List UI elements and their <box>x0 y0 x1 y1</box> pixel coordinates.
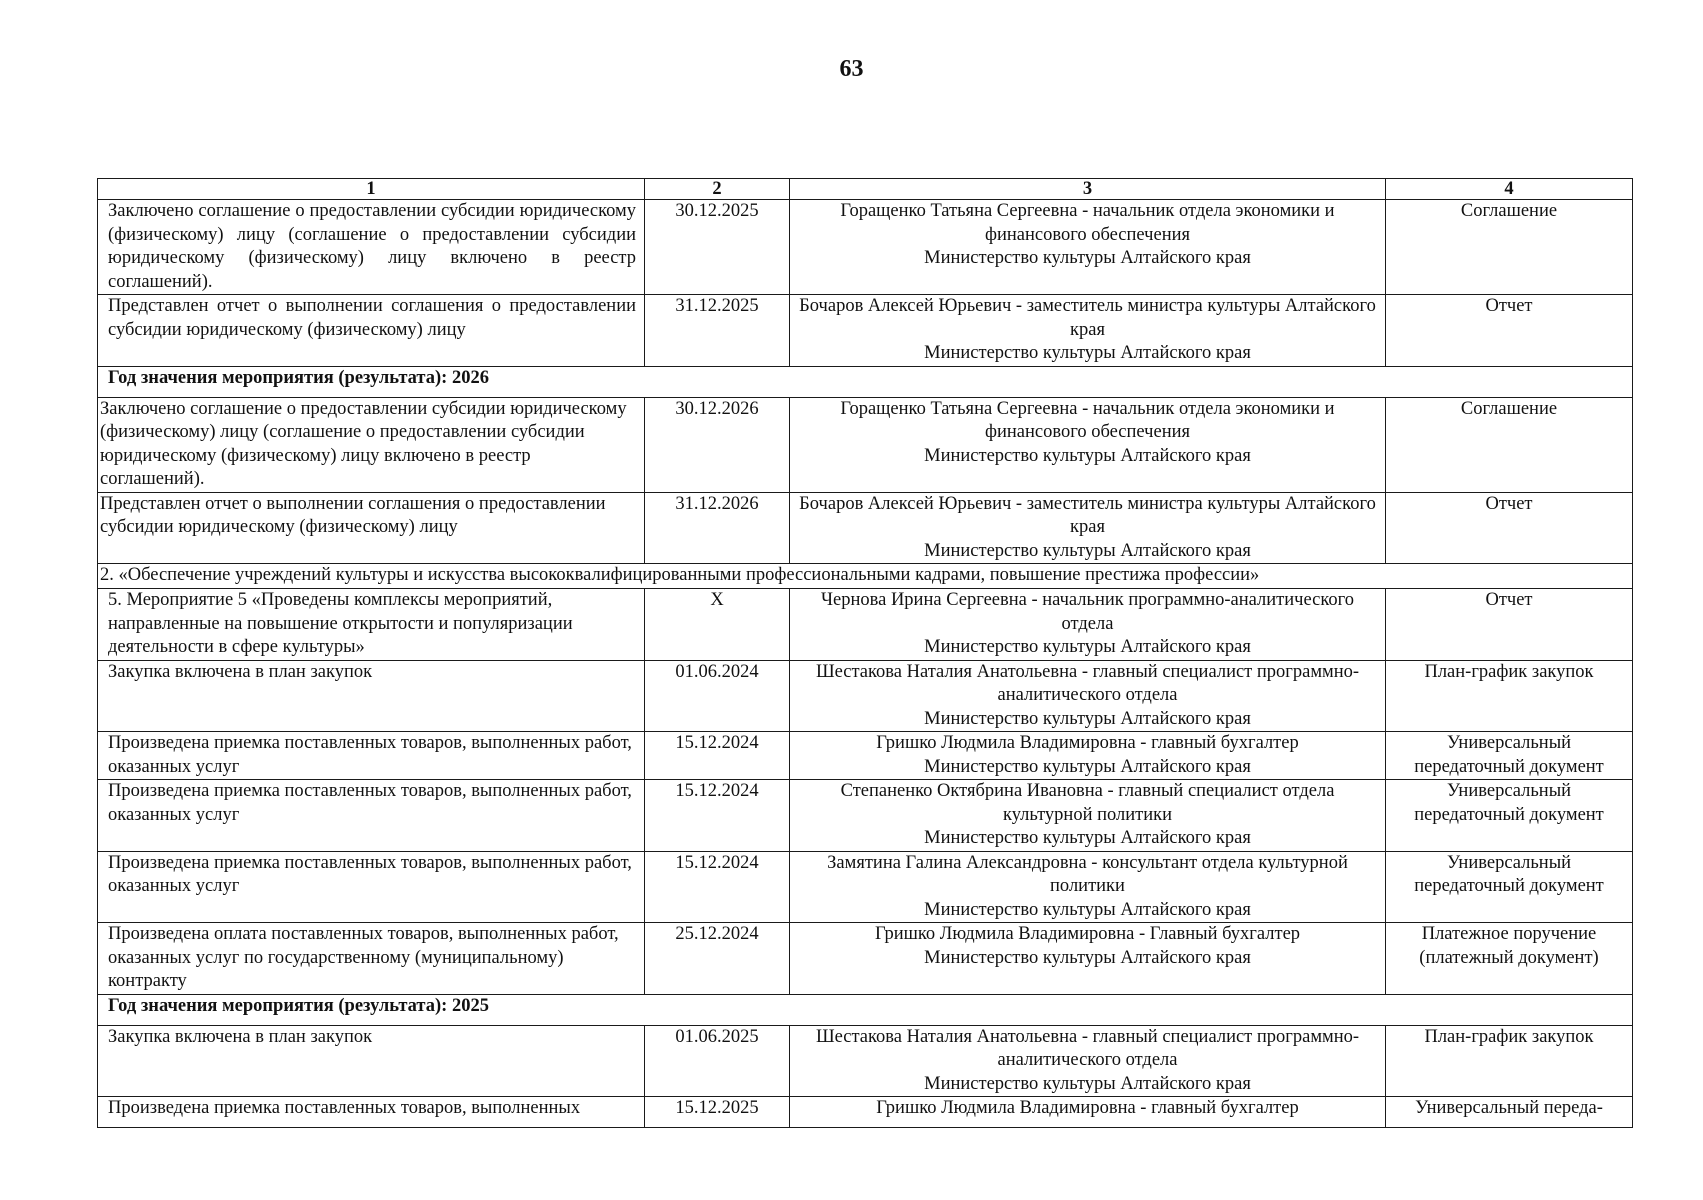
event-date: 25.12.2024 <box>645 923 790 995</box>
responsible-cell <box>790 397 1386 492</box>
responsible-ministry: Министерство культуры Алтайского края <box>924 445 1251 466</box>
event-description: Закупка включена в план закупок <box>98 660 645 732</box>
table-row <box>98 660 1633 732</box>
document-type: Отчет <box>1386 589 1633 661</box>
table-row <box>98 200 1633 295</box>
year-heading: Год значения мероприятия (результата): 2025 <box>98 994 1633 1025</box>
responsible-cell <box>790 1097 1386 1128</box>
responsible-person: Гришко Людмила Владимировна - Главный бухгалтер <box>874 924 1301 944</box>
table-header-row <box>98 179 1633 200</box>
document-type: Отчет <box>1386 492 1633 564</box>
responsible-cell <box>790 660 1386 732</box>
responsible-cell <box>790 851 1386 923</box>
document-type: Отчет <box>1386 295 1633 367</box>
event-description: Произведена оплата поставленных товаров, выполненных работ, оказанных услуг по государственному (муниципальному) контракту <box>98 923 645 995</box>
responsible-person: Чернова Ирина Сергеевна - начальник программно-аналитического отдела <box>820 590 1355 634</box>
responsible-ministry: Министерство культуры Алтайского края <box>924 248 1251 268</box>
responsible-cell <box>790 492 1386 564</box>
document-type: Универсальный переда- <box>1386 1097 1633 1128</box>
event-description: Произведена приемка поставленных товаров, выполненных <box>98 1097 645 1128</box>
year-row <box>98 366 1633 397</box>
year-row <box>98 994 1633 1025</box>
table-row <box>98 851 1633 923</box>
event-date: X <box>645 589 790 661</box>
document-type: Универсальный передаточный документ <box>1386 780 1633 852</box>
event-description: 5. Мероприятие 5 «Проведены комплексы мероприятий, направленные на повышение открытости и популяризации деятельности в сфере культуры» <box>98 589 645 661</box>
responsible-person: Горащенко Татьяна Сергеевна - начальник отдела экономики и финансового обеспечения <box>840 398 1335 442</box>
document-type: Универсальный передаточный документ <box>1386 732 1633 780</box>
responsible-person: Гришко Людмила Владимировна - главный бухгалтер <box>876 733 1299 753</box>
column-number-2: 2 <box>645 179 790 200</box>
responsible-ministry: Министерство культуры Алтайского края <box>924 708 1251 729</box>
document-type: Платежное поручение (платежный документ) <box>1386 923 1633 995</box>
document-type: План-график закупок <box>1386 660 1633 732</box>
event-date: 31.12.2026 <box>645 492 790 564</box>
events-table <box>97 178 1633 1128</box>
column-number-3: 3 <box>790 179 1386 200</box>
responsible-cell <box>790 732 1386 780</box>
document-type: Соглашение <box>1386 397 1633 492</box>
table-row <box>98 780 1633 852</box>
event-description: Заключено соглашение о предоставлении субсидии юридическому (физическому) лицу (соглашение о предоставлении субсидии юридическому (физическому) лицу включено в реестр соглашений). <box>98 200 645 295</box>
responsible-ministry: Министерство культуры Алтайского края <box>924 540 1251 561</box>
table-row <box>98 1025 1633 1097</box>
responsible-ministry: Министерство культуры Алтайского края <box>924 343 1251 363</box>
event-description: Заключено соглашение о предоставлении субсидии юридическому (физическому) лицу (соглашение о предоставлении субсидии юридическому (физическому) лицу включено в реестр соглашений). <box>98 397 645 492</box>
event-date: 30.12.2026 <box>645 397 790 492</box>
table-row <box>98 1097 1633 1128</box>
document-type: План-график закупок <box>1386 1025 1633 1097</box>
responsible-ministry: Министерство культуры Алтайского края <box>924 947 1251 968</box>
responsible-person: Замятина Галина Александровна - консультант отдела культурной политики <box>827 852 1348 896</box>
responsible-person: Шестакова Наталия Анатольевна - главный специалист программно-аналитического отдела <box>815 1026 1360 1070</box>
responsible-ministry: Министерство культуры Алтайского края <box>924 637 1251 657</box>
table-row <box>98 589 1633 661</box>
table-row <box>98 397 1633 492</box>
event-description: Произведена приемка поставленных товаров, выполненных работ, оказанных услуг <box>98 851 645 923</box>
responsible-cell <box>790 1025 1386 1097</box>
event-date: 15.12.2024 <box>645 780 790 852</box>
event-description: Представлен отчет о выполнении соглашения о предоставлении субсидии юридическому (физическому) лицу <box>98 295 645 367</box>
table-row <box>98 732 1633 780</box>
event-description: Произведена приемка поставленных товаров, выполненных работ, оказанных услуг <box>98 780 645 852</box>
event-date: 31.12.2025 <box>645 295 790 367</box>
table-row <box>98 923 1633 995</box>
responsible-cell <box>790 923 1386 995</box>
column-number-4: 4 <box>1386 179 1633 200</box>
responsible-cell <box>790 200 1386 295</box>
responsible-person: Степаненко Октябрина Ивановна - главный специалист отдела культурной политики <box>840 781 1335 825</box>
responsible-person: Гришко Людмила Владимировна - главный бухгалтер <box>876 1098 1299 1118</box>
event-description: Закупка включена в план закупок <box>98 1025 645 1097</box>
year-heading: Год значения мероприятия (результата): 2026 <box>98 366 1633 397</box>
responsible-cell <box>790 780 1386 852</box>
table-row <box>98 295 1633 367</box>
responsible-cell <box>790 589 1386 661</box>
document-type: Универсальный передаточный документ <box>1386 851 1633 923</box>
event-date: 15.12.2024 <box>645 732 790 780</box>
responsible-person: Бочаров Алексей Юрьевич - заместитель министра культуры Алтайского края <box>799 296 1376 340</box>
event-date: 15.12.2025 <box>645 1097 790 1128</box>
event-date: 15.12.2024 <box>645 851 790 923</box>
document-type: Соглашение <box>1386 200 1633 295</box>
event-date: 01.06.2025 <box>645 1025 790 1097</box>
responsible-ministry: Министерство культуры Алтайского края <box>924 1073 1251 1094</box>
responsible-ministry: Министерство культуры Алтайского края <box>924 756 1251 777</box>
column-number-1: 1 <box>98 179 645 200</box>
responsible-person: Бочаров Алексей Юрьевич - заместитель министра культуры Алтайского края <box>799 493 1376 537</box>
task-heading: 2. «Обеспечение учреждений культуры и искусства высококвалифицированными профессиональными кадрами, повышение престижа профессии» <box>98 564 1633 589</box>
task-row <box>98 564 1633 589</box>
responsible-cell <box>790 295 1386 367</box>
table-row <box>98 492 1633 564</box>
page-number: 63 <box>839 56 864 82</box>
event-date: 01.06.2024 <box>645 660 790 732</box>
event-description: Представлен отчет о выполнении соглашения о предоставлении субсидии юридическому (физическому) лицу <box>98 492 645 564</box>
responsible-person: Шестакова Наталия Анатольевна - главный специалист программно-аналитического отдела <box>815 661 1360 705</box>
event-date: 30.12.2025 <box>645 200 790 295</box>
responsible-ministry: Министерство культуры Алтайского края <box>924 899 1251 920</box>
event-description: Произведена приемка поставленных товаров, выполненных работ, оказанных услуг <box>98 732 645 780</box>
responsible-ministry: Министерство культуры Алтайского края <box>924 828 1251 848</box>
responsible-person: Горащенко Татьяна Сергеевна - начальник отдела экономики и финансового обеспечения <box>840 201 1335 245</box>
